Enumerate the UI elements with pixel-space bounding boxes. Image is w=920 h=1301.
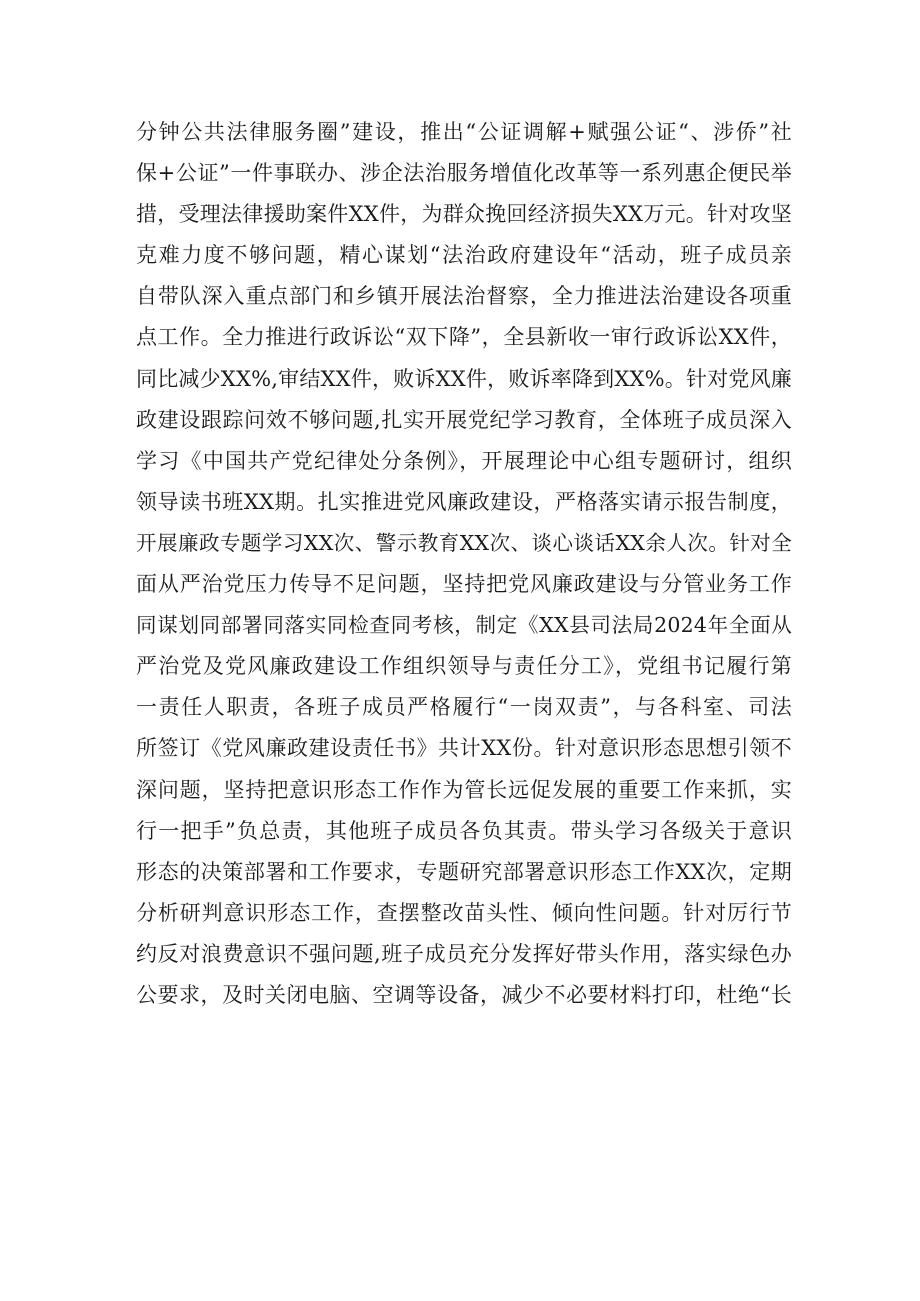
text-line: 学习《中国共产党纪律处分条例》，开展理论中心组专题研讨，组织 — [136, 448, 792, 473]
text-line: 公要求，及时关闭电脑、空调等设备，减少不必要材料打印，杜绝“长 — [136, 982, 792, 1007]
text-line: 形态的决策部署和工作要求，专题研究部署意识形态工作XX次，定期 — [136, 859, 792, 884]
text-line: 面从严治党压力传导不足问题，坚持把党风廉政建设与分管业务工作 — [136, 572, 792, 597]
text-line: 自带队深入重点部门和乡镇开展法治督察，全力推进法治建设各项重 — [136, 284, 792, 309]
text-line: 点工作。全力推进行政诉讼“双下降”，全县新收一审行政诉讼XX件， — [136, 325, 792, 350]
text-line: 行一把手”负总责，其他班子成员各负其责。带头学习各级关于意识 — [136, 818, 792, 843]
text-line: 一责任人职责，各班子成员严格履行“一岗双责”，与各科室、司法 — [136, 695, 792, 720]
text-line: 约反对浪费意识不强问题,班子成员充分发挥好带头作用，落实绿色办 — [136, 941, 792, 966]
text-line: 分析研判意识形态工作，查摆整改苗头性、倾向性问题。针对厉行节 — [136, 900, 792, 925]
text-line: 所签订《党风廉政建设责任书》共计XX份。针对意识形态思想引领不 — [136, 736, 792, 761]
text-line: 领导读书班XX期。扎实推进党风廉政建设，严格落实请示报告制度， — [136, 489, 792, 514]
text-line: 政建设跟踪问效不够问题,扎实开展党纪学习教育，全体班子成员深入 — [136, 407, 792, 432]
text-line: 措，受理法律援助案件XX件，为群众挽回经济损失XX万元。针对攻坚 — [136, 202, 792, 227]
text-line: 深问题，坚持把意识形态工作作为管长远促发展的重要工作来抓，实 — [136, 777, 792, 802]
text-line: 开展廉政专题学习XX次、警示教育XX次、谈心谈话XX余人次。针对全 — [136, 530, 792, 555]
text-line: 保+公证”一件事联办、涉企法治服务增值化改革等一系列惠企便民举 — [136, 161, 792, 186]
text-line: 同谋划同部署同落实同检查同考核，制定《XX县司法局2024年全面从 — [136, 613, 792, 638]
text-line: 克难力度不够问题，精心谋划“法治政府建设年“活动，班子成员亲 — [136, 243, 792, 268]
body-paragraph — [136, 112, 792, 1016]
text-line: 严治党及党风廉政建设工作组织领导与责任分工》，党组书记履行第 — [136, 654, 792, 679]
text-line: 分钟公共法律服务圈”建设，推出“公证调解+赋强公证“、涉侨”社 — [136, 120, 792, 144]
text-line: 同比减少XX%,审结XX件，败诉XX件，败诉率降到XX%。针对党风廉 — [136, 366, 792, 391]
